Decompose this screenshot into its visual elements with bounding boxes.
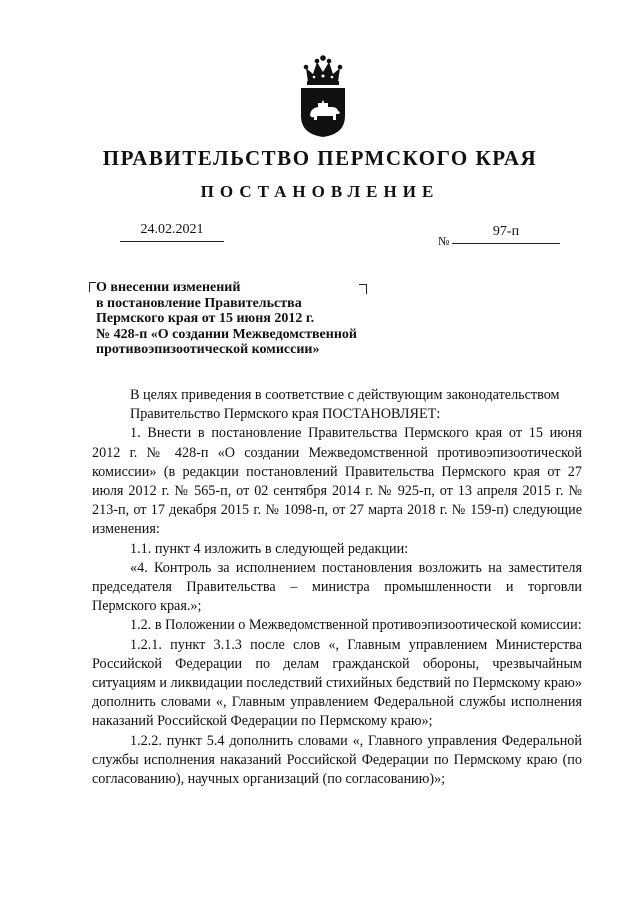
document-number-field xyxy=(438,224,560,246)
paragraph-resolves: Правительство Пермского края ПОСТАНОВЛЯЕТ: xyxy=(130,406,441,423)
document-type: ПОСТАНОВЛЕНИЕ xyxy=(200,182,440,201)
title-bracket-left xyxy=(89,282,96,292)
document-body xyxy=(92,386,582,789)
title-line: № 428-п «О создании Межведомственной xyxy=(96,326,357,342)
number-sign: № xyxy=(438,234,450,248)
title-line: в постановление Правительства xyxy=(96,295,302,311)
paragraph-item-1: 1. Внести в постановление Правительства Пермского края от 15 июня 2012 г. № 428-п «О создании Межведомственной противоэпизоотической комиссии» (в редакции постановлений Правительства Пермского края от 27 июля 2012 г. № 565-п, от 02 сентября 2014 г. № 925-п, от 13 апреля 2015 г. № 213-п, от 17 декабря 2015 г. № 1098-п, от 27 марта 2018 г. № 159-п) следующие изменения: xyxy=(92,425,582,538)
paragraph-item-1-2-1: 1.2.1. пункт 3.1.3 после слов «, Главным управлением Министерства Российской Федерации по делам гражданской обороны, чрезвычайным ситуациям и ликвидации последствий стихийных бедствий по Пермскому краю» дополнить словами «, Главным управлением Федеральной службы исполнения наказаний Российской Федерации по Пермскому краю»; xyxy=(92,636,582,730)
document-date: 24.02.2021 xyxy=(120,222,224,242)
paragraph-item-1-1: 1.1. пункт 4 изложить в следующей редакции: xyxy=(130,540,409,557)
title-line: Пермского края от 15 июня 2012 г. xyxy=(96,311,315,326)
organization-name: ПРАВИТЕЛЬСТВО ПЕРМСКОГО КРАЯ xyxy=(102,146,538,170)
paragraph-preamble: В целях приведения в соответствие с действующим законодательством xyxy=(130,387,560,403)
paragraph-item-4-text: «4. Контроль за исполнением постановления возложить на заместителя председателя Правительства – министра промышленности и торговли Пермского края.»; xyxy=(92,559,582,615)
paragraph-item-1-2: 1.2. в Положении о Межведомственной противоэпизоотической комиссии: xyxy=(130,617,582,634)
perm-krai-coat-of-arms-icon xyxy=(296,52,350,138)
document-number: 97-п xyxy=(452,224,560,244)
title-line: противоэпизоотической комиссии» xyxy=(96,342,320,357)
title-line: О внесении изменений xyxy=(96,280,241,295)
document-title xyxy=(96,280,396,358)
paragraph-item-1-2-2: 1.2.2. пункт 5.4 дополнить словами «, Главного управления Федеральной службы исполнения наказаний Российской Федерации по Пермскому краю (по согласованию), научных организаций (по согласованию)»; xyxy=(92,732,582,788)
